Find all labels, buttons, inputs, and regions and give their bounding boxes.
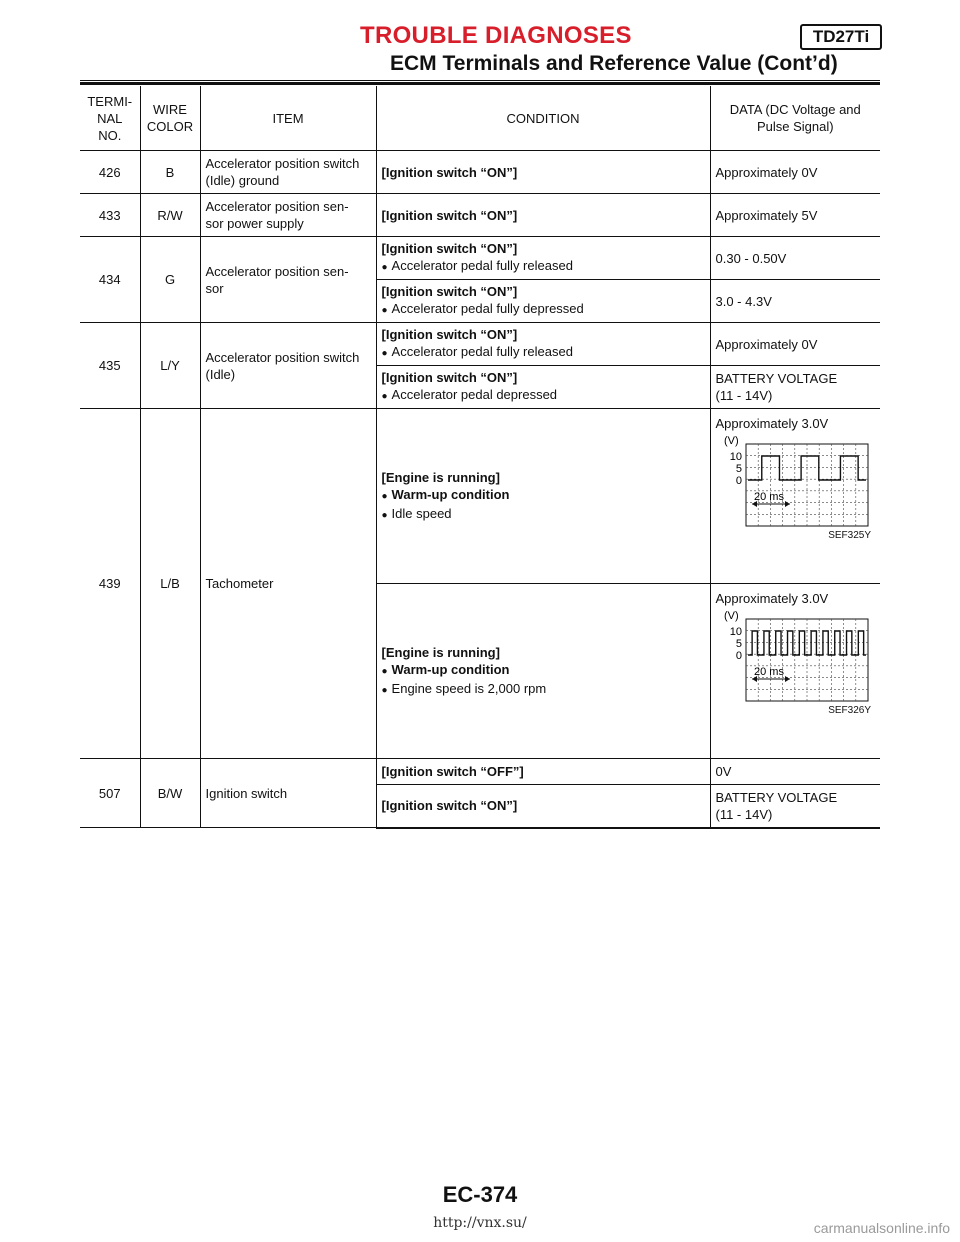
- terminal-number: 433: [80, 194, 140, 237]
- oscilloscope-waveform: [716, 607, 876, 725]
- item-cell: Ignition switch: [200, 759, 376, 828]
- watermark: carmanualsonline.info: [813, 1220, 950, 1236]
- data-cell: 0.30 - 0.50V: [710, 237, 880, 280]
- col-header-wire-color: WIRE COLOR: [140, 86, 200, 151]
- wire-color: G: [140, 237, 200, 323]
- y-tick-label: 5: [735, 638, 742, 650]
- wire-color: R/W: [140, 194, 200, 237]
- condition-cell: [Ignition switch “ON”]: [376, 151, 710, 194]
- bullet-icon: ●: [381, 348, 388, 359]
- data-cell: Approximately 0V: [710, 323, 880, 366]
- condition-cell: [Ignition switch “ON”] ● Accelerator pedal fully depressed: [376, 280, 710, 323]
- item-cell: Accelerator position switch (Idle): [200, 323, 376, 409]
- condition-cell: [Ignition switch “OFF”]: [376, 759, 710, 785]
- ecm-terminal-table: [80, 86, 880, 829]
- condition-cell: [Ignition switch “ON”] ● Accelerator pedal depressed: [376, 366, 710, 409]
- terminal-number: 434: [80, 237, 140, 323]
- col-header-item: ITEM: [200, 86, 376, 151]
- table-row: [80, 194, 880, 237]
- figure-code: SEF325Y: [828, 530, 871, 541]
- wire-color: B/W: [140, 759, 200, 828]
- bullet-icon: ●: [381, 490, 388, 502]
- wire-color: L/Y: [140, 323, 200, 409]
- terminal-number: 507: [80, 759, 140, 828]
- data-cell: Approximately 5V: [710, 194, 880, 237]
- bullet-icon: ●: [381, 391, 388, 402]
- unit-label: (V): [723, 435, 739, 447]
- condition-cell: [Ignition switch “ON”] ● Accelerator pedal fully released: [376, 323, 710, 366]
- header-rule: [80, 82, 880, 85]
- page-number: EC-374: [442, 1182, 518, 1207]
- figure-code: SEF326Y: [828, 705, 871, 716]
- table-row: [80, 151, 880, 194]
- item-cell: Accelerator position switch (Idle) ground: [200, 151, 376, 194]
- y-tick-label: 0: [735, 650, 742, 662]
- header-rule-top: [80, 80, 880, 81]
- section-title: TROUBLE DIAGNOSES: [360, 22, 632, 49]
- bullet-icon: ●: [381, 684, 388, 696]
- col-header-condition: CONDITION: [376, 86, 710, 151]
- bullet-icon: ●: [381, 262, 388, 273]
- arrow-head-right: [785, 501, 790, 507]
- source-url: http://vnx.su/: [433, 1215, 527, 1231]
- table-row: [80, 237, 880, 280]
- data-cell: BATTERY VOLTAGE (11 - 14V): [710, 785, 880, 828]
- data-cell: Approximately 3.0V (V) 10 5 0 20 ms SEF325Y: [710, 409, 880, 584]
- timebase-label: 20 ms: [753, 491, 784, 503]
- table-row: [80, 759, 880, 785]
- data-cell: Approximately 0V: [710, 151, 880, 194]
- oscilloscope-waveform: [716, 432, 876, 550]
- condition-cell: [Ignition switch “ON”]: [376, 194, 710, 237]
- y-tick-label: 0: [735, 475, 742, 487]
- terminal-number: 439: [80, 409, 140, 759]
- table-row: [80, 323, 880, 366]
- condition-cell: [Engine is running] ● Warm-up condition ● Idle speed: [376, 409, 710, 584]
- item-cell: Tachometer: [200, 409, 376, 759]
- col-header-terminal: TERMI- NAL NO.: [80, 86, 140, 151]
- data-cell: 0V: [710, 759, 880, 785]
- item-cell: Accelerator position sen- sor power supply: [200, 194, 376, 237]
- bullet-icon: ●: [381, 509, 388, 521]
- model-badge: TD27Ti: [800, 24, 882, 50]
- data-cell: BATTERY VOLTAGE (11 - 14V): [710, 366, 880, 409]
- wire-color: L/B: [140, 409, 200, 759]
- bullet-icon: ●: [381, 305, 388, 316]
- wire-color: B: [140, 151, 200, 194]
- y-tick-label: 10: [729, 451, 742, 463]
- page-subtitle: ECM Terminals and Reference Value (Cont’d): [390, 52, 838, 75]
- condition-cell: [Ignition switch “ON”] ● Accelerator pedal fully released: [376, 237, 710, 280]
- unit-label: (V): [723, 610, 739, 622]
- col-header-data: DATA (DC Voltage and Pulse Signal): [710, 86, 880, 151]
- data-cell: 3.0 - 4.3V: [710, 280, 880, 323]
- terminal-number: 435: [80, 323, 140, 409]
- condition-cell: [Engine is running] ● Warm-up condition ● Engine speed is 2,000 rpm: [376, 584, 710, 759]
- timebase-label: 20 ms: [753, 666, 784, 678]
- y-tick-label: 10: [729, 626, 742, 638]
- table-header-row: [80, 86, 880, 151]
- data-cell: Approximately 3.0V (V) 10 5 0 20 ms SEF326Y: [710, 584, 880, 759]
- table-row: [80, 409, 880, 584]
- condition-cell: [Ignition switch “ON”]: [376, 785, 710, 828]
- arrow-head-right: [785, 676, 790, 682]
- y-tick-label: 5: [735, 463, 742, 475]
- item-cell: Accelerator position sen- sor: [200, 237, 376, 323]
- terminal-number: 426: [80, 151, 140, 194]
- bullet-icon: ●: [381, 665, 388, 677]
